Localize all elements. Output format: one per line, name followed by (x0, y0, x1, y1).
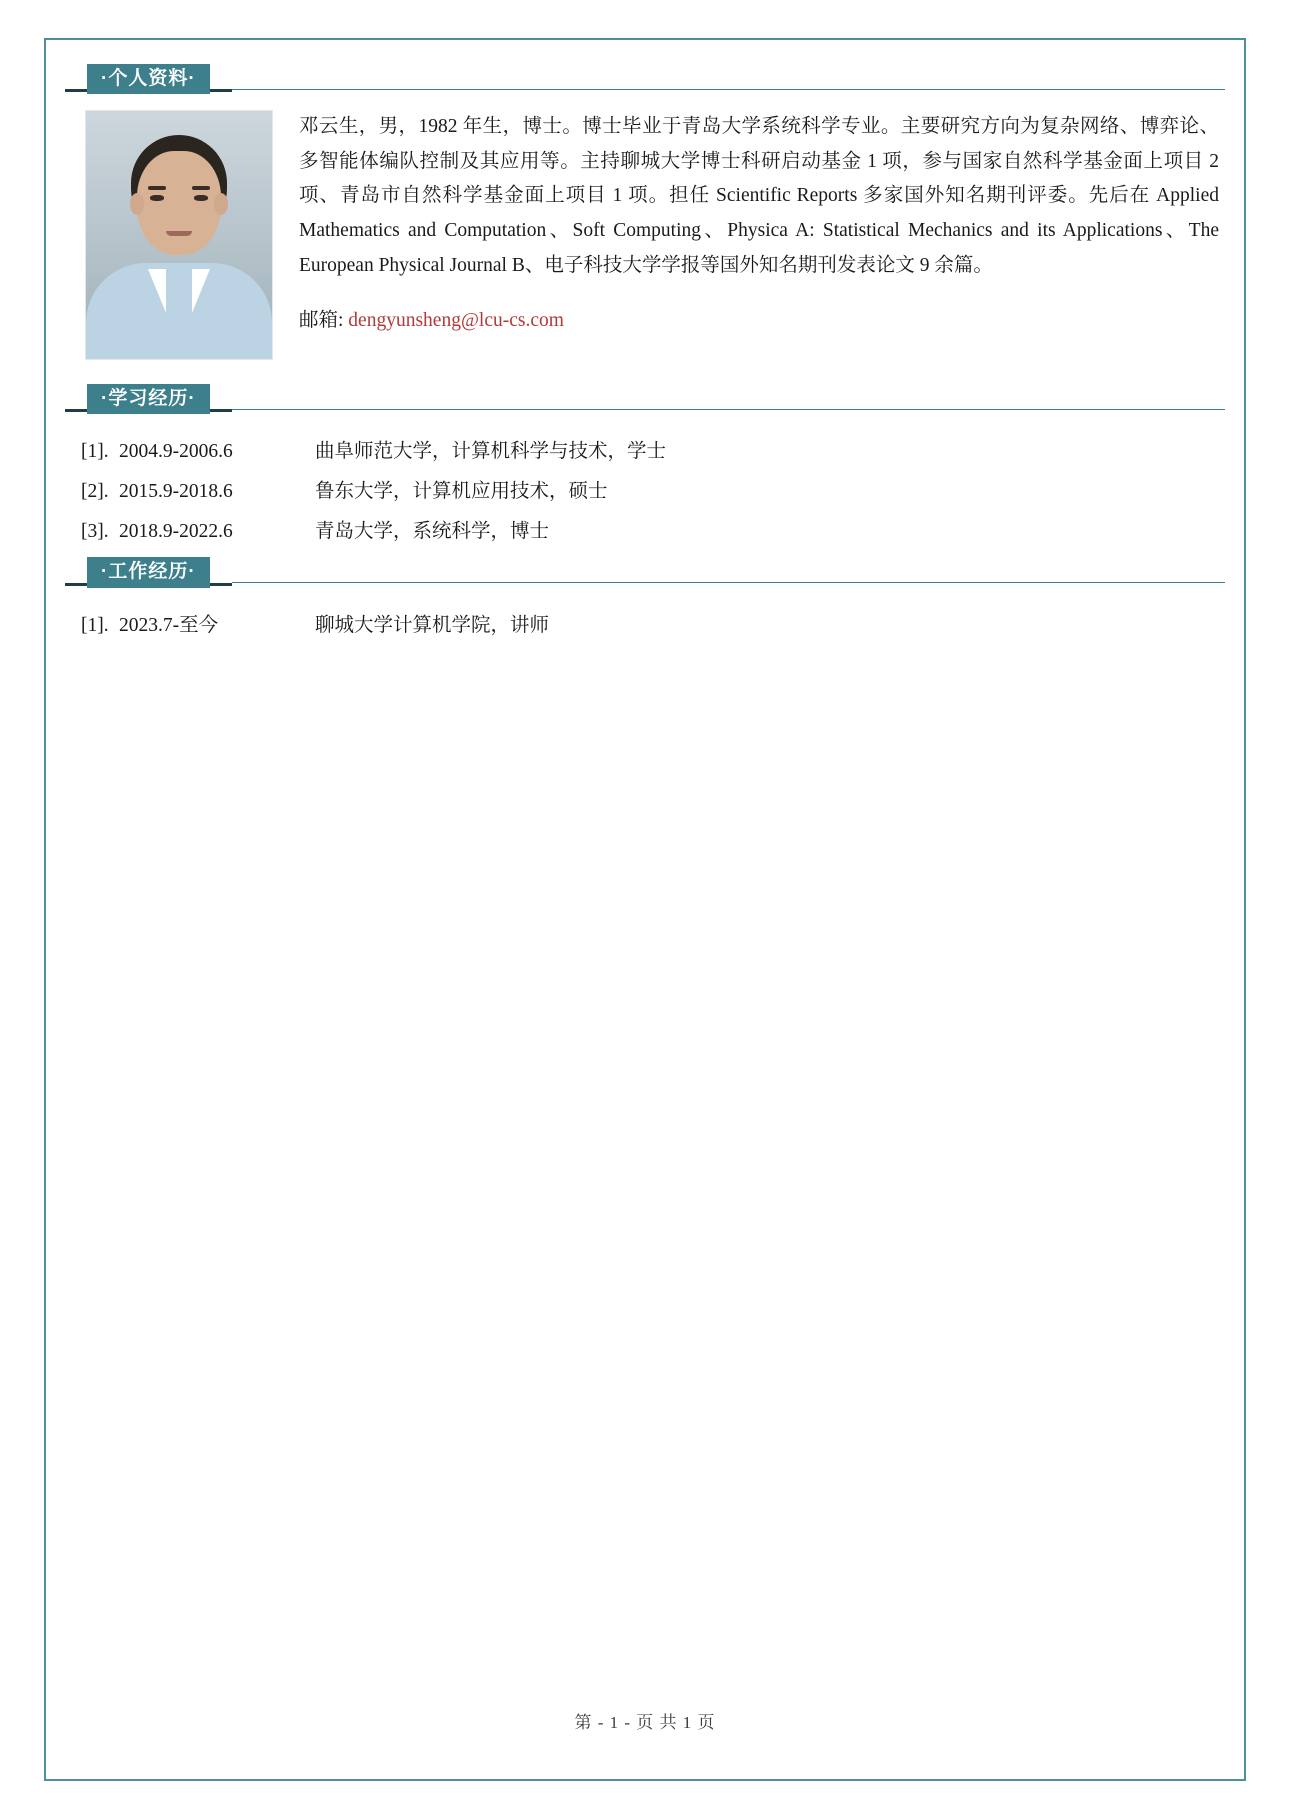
section-tag-wrap-personal (65, 64, 232, 95)
section-rule-work (232, 582, 1225, 583)
photo-eye-left (150, 195, 164, 201)
portrait-photo (85, 110, 273, 360)
section-title-education: ·学习经历· (87, 384, 210, 415)
section-tick-left-icon (65, 89, 87, 92)
entry-index: [1]. (81, 441, 109, 462)
section-tag-wrap-work (65, 557, 232, 588)
entry-index: [3]. (81, 520, 109, 542)
entry-date: 2004.9-2006.6 (119, 441, 233, 462)
section-title-work: ·工作经历· (87, 557, 210, 588)
entry-index: [2]. (81, 480, 109, 502)
section-title-personal: ·个人资料· (87, 64, 210, 95)
photo-face (137, 151, 221, 255)
list-item (65, 512, 1225, 552)
photo-ear-left (130, 193, 144, 215)
work-list (65, 606, 1225, 646)
section-header-education (65, 382, 1225, 416)
section-education (65, 382, 1225, 552)
photo-ear-right (214, 193, 228, 215)
section-personal-info (65, 62, 1225, 360)
section-header-work (65, 556, 1225, 590)
entry-description: 青岛大学，系统科学，博士 (315, 520, 550, 542)
entry-date: 2023.7-至今 (119, 614, 219, 636)
entry-description: 曲阜师范大学，计算机科学与技术，学士 (315, 441, 667, 462)
email-label: 邮箱: (299, 309, 344, 331)
page-footer: 第 - 1 - 页 共 1 页 (574, 1713, 716, 1732)
photo-collar-left (148, 269, 166, 313)
profile-block (65, 110, 1225, 360)
spacer-after-personal (65, 360, 1225, 378)
list-item (65, 606, 1225, 646)
list-item (65, 432, 1225, 472)
section-work (65, 556, 1225, 646)
section-tick-left-icon (65, 583, 87, 586)
email-line (299, 304, 1219, 332)
list-item (65, 472, 1225, 512)
section-header-personal (65, 62, 1225, 96)
bio-paragraph: 邓云生，男，1982 年生，博士。博士毕业于青岛大学系统科学专业。主要研究方向为复杂网络、博弈论、多智能体编队控制及其应用等。主持聊城大学博士科研启动基金 1 项，参与国家自然科学基金面上项目 2 项、青岛市自然科学基金面上项目 1 项。担任 Scientific Reports 多家国外知名期刊评委。先后在 Applied Mathematics and Computation、Soft Computing、Physica A: Statistical Mechanics and its Applications、The European Physical Journal B、电子科技大学学报等国外知名期刊发表论文 9 余篇。 (299, 116, 1219, 276)
photo-collar-right (192, 269, 210, 313)
bio-block (273, 110, 1225, 332)
photo-brow-left (148, 186, 166, 190)
photo-brow-right (192, 186, 210, 190)
entry-description: 鲁东大学，计算机应用技术，硕士 (315, 480, 608, 502)
section-tick-left-icon (65, 409, 87, 412)
education-list (65, 432, 1225, 552)
section-tick-right-icon (210, 409, 232, 412)
photo-eye-right (194, 195, 208, 201)
section-tick-right-icon (210, 583, 232, 586)
entry-date: 2018.9-2022.6 (119, 520, 233, 542)
photo-mouth (166, 231, 192, 236)
section-tick-right-icon (210, 89, 232, 92)
email-link[interactable]: dengyunsheng@lcu-cs.com (348, 309, 564, 331)
section-tag-wrap-education (65, 384, 232, 415)
entry-index: [1]. (81, 614, 109, 636)
entry-description: 聊城大学计算机学院，讲师 (315, 614, 550, 636)
section-rule-education (232, 409, 1225, 410)
photo-shirt (86, 263, 272, 359)
section-rule-personal (232, 89, 1225, 90)
entry-date: 2015.9-2018.6 (119, 480, 233, 502)
page-content (65, 40, 1225, 646)
